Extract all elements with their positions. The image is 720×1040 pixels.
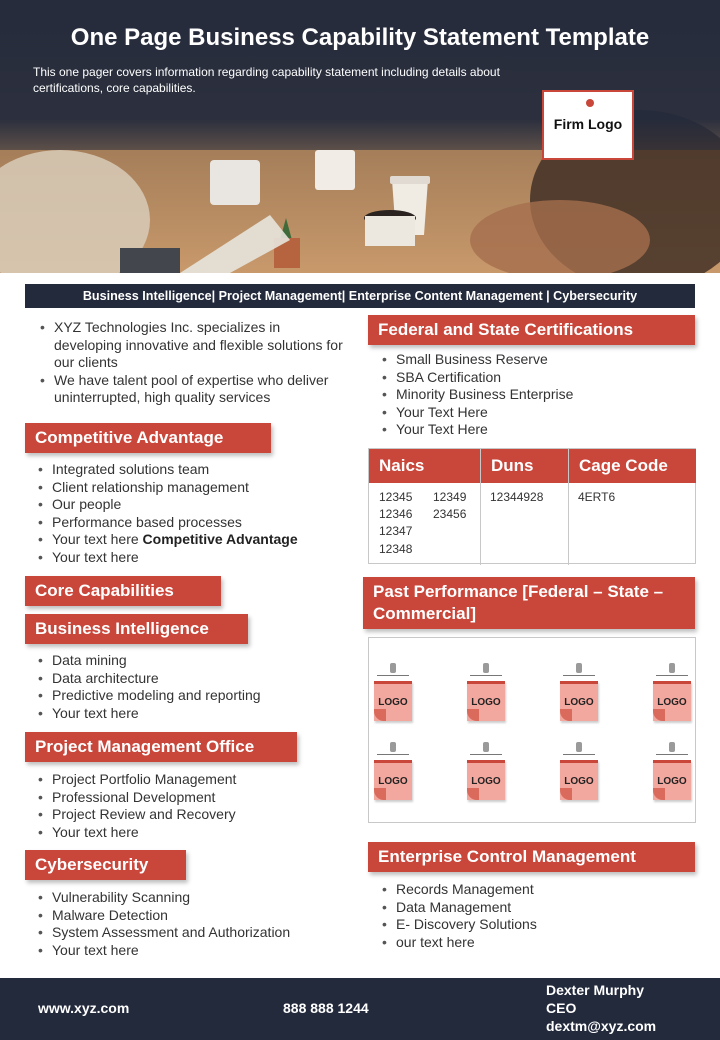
contact-role: CEO [546, 1000, 577, 1016]
list-item: • System Assessment and Authorization [32, 924, 352, 942]
client-logo [560, 742, 598, 800]
naics-values-col1 [379, 489, 412, 558]
table-cell: 12348 [379, 541, 413, 556]
cage-code-value: 4ERT6 [578, 490, 616, 504]
list-item: • XYZ Technologies Inc. specializes in developing innovative and flexible solutions for our clients [34, 319, 344, 372]
client-logo-label: LOGO [471, 697, 501, 708]
client-logo-label: LOGO [378, 776, 408, 787]
footer [0, 978, 720, 1040]
cybersecurity-header: Cybersecurity [25, 850, 186, 880]
certifications-list [376, 351, 696, 439]
competitive-advantage-header: Competitive Advantage [25, 423, 271, 453]
firm-logo-label: Firm Logo [553, 116, 623, 132]
list-item: • Professional Development [32, 789, 352, 807]
client-logo-label: LOGO [657, 697, 687, 708]
hero-banner [0, 0, 720, 273]
list-item: • E- Discovery Solutions [376, 916, 696, 934]
enterprise-control-list [376, 881, 696, 951]
list-item: • Vulnerability Scanning [32, 889, 352, 907]
business-intelligence-header: Business Intelligence [25, 614, 248, 644]
list-item-bold: Competitive Advantage [142, 531, 298, 548]
client-logo [560, 663, 598, 721]
contact-block [546, 981, 656, 1035]
list-item: • Our people [32, 496, 352, 514]
column-divider [568, 449, 569, 565]
client-logo [467, 742, 505, 800]
list-item: • Integrated solutions team [32, 461, 352, 479]
list-item: • Minority Business Enterprise [376, 386, 696, 404]
phone-number: 888 888 1244 [283, 1000, 369, 1016]
column-divider [480, 449, 481, 565]
competitive-advantage-list [32, 461, 352, 567]
list-item: • Records Management [376, 881, 696, 899]
firm-logo [542, 90, 634, 160]
naics-header: Naics [369, 449, 481, 483]
list-item: • Malware Detection [32, 907, 352, 925]
client-logo [467, 663, 505, 721]
list-item: • Project Review and Recovery [32, 806, 352, 824]
list-item: • Your Text Here [376, 421, 696, 439]
core-capabilities-header: Core Capabilities [25, 576, 221, 606]
page-subtitle: This one pager covers information regarding capability statement including details about certifications, core capabilities. [33, 65, 500, 95]
list-item: • Data architecture [32, 670, 352, 688]
intro-list [34, 319, 344, 407]
duns-value: 12344928 [490, 490, 544, 504]
certifications-header: Federal and State Certifications [368, 315, 695, 345]
cage-code-header: Cage Code [569, 449, 696, 483]
list-item: • Small Business Reserve [376, 351, 696, 369]
list-item: • our text here [376, 934, 696, 952]
list-item: • Your text here [32, 549, 352, 567]
table-cell: 12345 [379, 490, 413, 504]
naics-values-col2 [433, 489, 466, 523]
client-logo-label: LOGO [378, 697, 408, 708]
list-item: • We have talent pool of expertise who deliver uninterrupted, high quality services [34, 372, 344, 407]
codes-table [368, 448, 696, 564]
client-logo [653, 663, 691, 721]
table-cell: 23456 [433, 507, 467, 522]
list-item: • Project Portfolio Management [32, 771, 352, 789]
list-item-text: Your text here [52, 531, 143, 548]
services-tagline: Business Intelligence| Project Management| Enterprise Content Management | Cybersecurity [25, 284, 695, 308]
list-item: • Client relationship management [32, 479, 352, 497]
project-management-list [32, 771, 352, 841]
business-intelligence-list [32, 652, 352, 722]
project-management-header: Project Management Office [25, 732, 297, 762]
client-logo-label: LOGO [564, 697, 594, 708]
list-item: • Your text here [32, 705, 352, 723]
enterprise-control-header: Enterprise Control Management [368, 842, 695, 872]
list-item: • Data mining [32, 652, 352, 670]
contact-name: Dexter Murphy [546, 982, 645, 998]
client-logo-label: LOGO [564, 776, 594, 787]
past-performance-header: Past Performance [Federal – State – Commercial] [363, 577, 695, 629]
list-item: • Your text here [32, 824, 352, 842]
page-title: One Page Business Capability Statement Template [70, 24, 650, 51]
client-logo-label: LOGO [657, 776, 687, 787]
client-logo-label: LOGO [471, 776, 501, 787]
list-item: • Predictive modeling and reporting [32, 687, 352, 705]
table-cell: 12347 [379, 524, 413, 539]
client-logo [374, 742, 412, 800]
list-item: • Performance based processes [32, 514, 352, 532]
client-logo [653, 742, 691, 800]
cybersecurity-list [32, 889, 352, 959]
website-link[interactable]: www.xyz.com [38, 1000, 130, 1016]
client-logo-grid [368, 637, 696, 823]
table-cell: 12346 [379, 507, 413, 522]
duns-header: Duns [481, 449, 569, 483]
list-item [32, 531, 352, 549]
list-item: • Your Text Here [376, 404, 696, 422]
list-item: • Data Management [376, 899, 696, 917]
list-item: • SBA Certification [376, 369, 696, 387]
list-item: • Your text here [32, 942, 352, 960]
client-logo [374, 663, 412, 721]
table-cell: 12349 [433, 490, 467, 504]
contact-email[interactable]: dextm@xyz.com [546, 1018, 657, 1034]
pin-icon [586, 99, 594, 107]
